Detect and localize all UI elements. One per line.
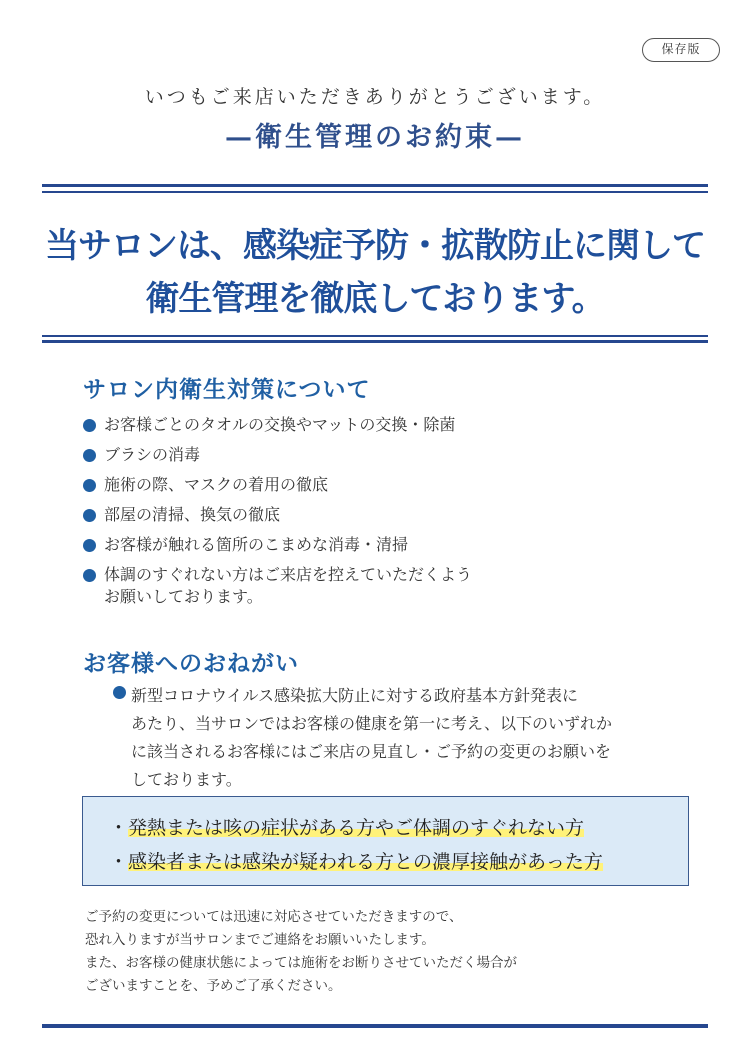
condition-marker: ・: [109, 817, 129, 839]
bullet-dot-icon: [113, 686, 126, 699]
list-item-text: ブラシの消毒: [104, 445, 201, 464]
request-line: しております。: [131, 770, 242, 789]
request-line: あたり、当サロンではお客様の健康を第一に考え、以下のいずれか: [131, 714, 612, 733]
headline-line-2: 衛生管理を徹底しております。: [145, 279, 605, 319]
condition-marker: ・: [109, 851, 129, 873]
list-item-text: お客様が触れる箇所のこまめな消毒・清掃: [104, 535, 409, 554]
list-item-text: 部屋の清掃、換気の徹底: [104, 505, 281, 524]
footer-line: ご予約の変更については迅速に対応させていただきますので、: [85, 909, 463, 925]
request-section-title: お客様へのおねがい: [83, 651, 299, 677]
bullet-dot-icon: [83, 419, 96, 432]
bullet-dot-icon: [83, 479, 96, 492]
promise-title: —衛生管理のお約束—: [225, 122, 525, 153]
request-line: 新型コロナウイルス感染拡大防止に対する政府基本方針発表に: [131, 686, 579, 705]
list-item-text: お客様ごとのタオルの交換やマットの交換・除菌: [104, 415, 456, 434]
hygiene-section-title: サロン内衛生対策について: [83, 377, 371, 403]
bottom-rule: [42, 1024, 708, 1028]
headline-line-1: 当サロンは、感染症予防・拡散防止に関して: [45, 226, 705, 266]
bullet-dot-icon: [83, 509, 96, 522]
list-item: [83, 534, 683, 564]
footer-line: 恐れ入りますが当サロンまでご連絡をお願いいたします。: [85, 932, 435, 948]
list-item-text: 施術の際、マスクの着用の徹底: [104, 475, 329, 494]
greeting-text: いつもご来店いただきありがとうございます。: [144, 86, 606, 108]
request-paragraph: [113, 682, 673, 794]
save-edition-badge: 保存版: [642, 38, 720, 62]
middle-rule-1: [42, 335, 708, 337]
list-item-text: 体調のすぐれない方はご来店を控えていただくよう: [104, 565, 473, 584]
condition-item: [109, 811, 688, 845]
middle-rule-2: [42, 340, 708, 343]
bullet-dot-icon: [83, 449, 96, 462]
condition-item: [109, 845, 688, 879]
condition-text: 発熱または咳の症状がある方やご体調のすぐれない方: [128, 817, 585, 839]
list-item: [83, 504, 683, 534]
bullet-dot-icon: [83, 539, 96, 552]
list-item: [83, 444, 683, 474]
footer-line: ございますことを、予めご了承ください。: [85, 978, 342, 994]
bullet-dot-icon: [83, 569, 96, 582]
list-item-continuation: お願いしております。: [104, 587, 263, 606]
hygiene-list: [83, 414, 683, 608]
condition-text: 感染者または感染が疑われる方との濃厚接触があった方: [128, 851, 603, 873]
top-rule-2: [42, 191, 708, 193]
top-rule-1: [42, 184, 708, 187]
conditions-box: [82, 796, 689, 886]
request-line: に該当されるお客様にはご来店の見直し・ご予約の変更のお願いを: [131, 742, 612, 761]
footer-line: また、お客様の健康状態によっては施術をお断りさせていただく場合が: [85, 955, 517, 971]
footer-note: [85, 906, 645, 998]
list-item: [83, 414, 683, 444]
list-item: [83, 474, 683, 504]
